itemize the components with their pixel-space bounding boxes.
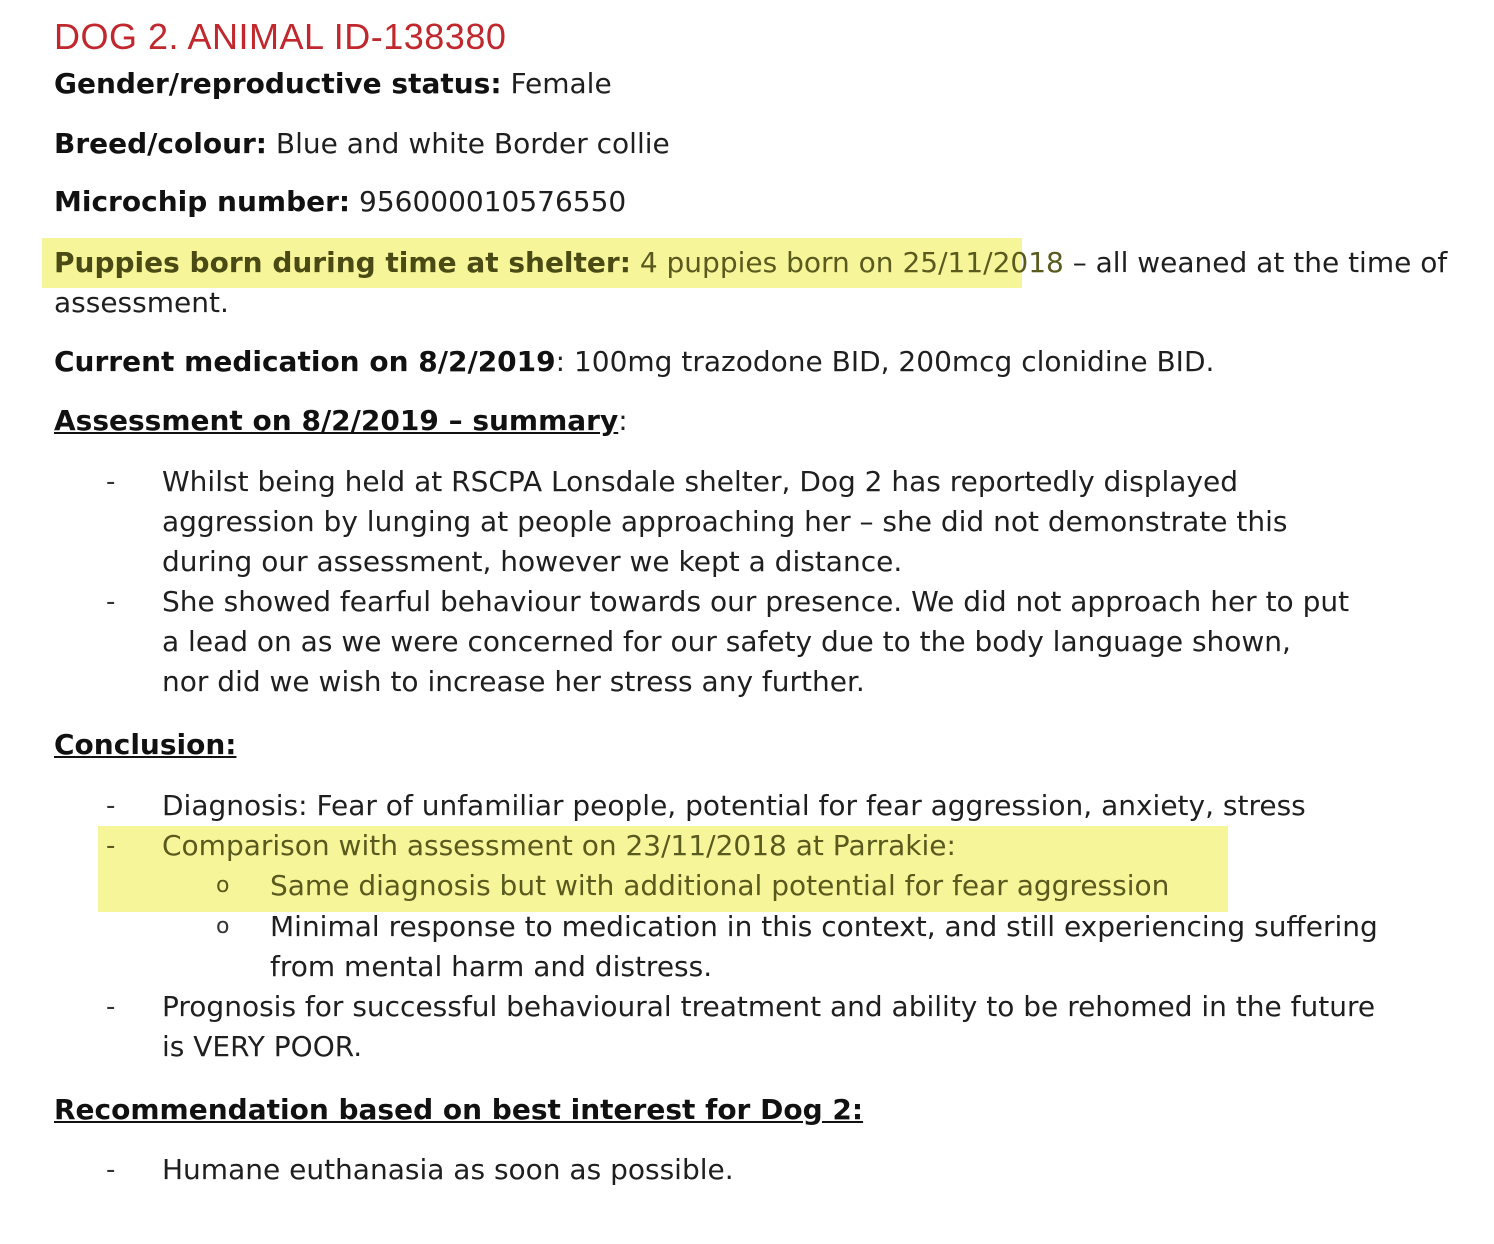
recommendation-heading <box>54 1090 863 1130</box>
assessment-heading-suffix: : <box>618 404 628 437</box>
assessment-bullet-2-line: a lead on as we were concerned for our safety due to the body language shown, <box>162 625 1291 658</box>
recommendation-heading-text: Recommendation based on best interest for Dog 2: <box>54 1093 864 1126</box>
assessment-bullet-2 <box>162 582 1432 702</box>
assessment-bullet-1-line: during our assessment, however we kept a distance. <box>162 545 903 578</box>
prognosis-line: is VERY POOR. <box>162 1030 363 1063</box>
breed-label: Breed/colour: <box>54 127 268 160</box>
comparison-sub-2-line: from mental harm and distress. <box>270 950 713 983</box>
diagnosis-dash: - <box>106 791 116 821</box>
assessment-heading <box>54 401 628 441</box>
conclusion-heading-text: Conclusion: <box>54 728 237 761</box>
microchip-label: Microchip number: <box>54 185 351 218</box>
comparison-sub-2 <box>270 907 1430 987</box>
comparison-sub-1: Same diagnosis but with additional potential for fear aggression <box>270 869 1170 902</box>
assessment-heading-text: Assessment on 8/2/2019 – summary <box>54 404 619 437</box>
medication-line <box>54 342 1214 382</box>
recommendation-text: Humane euthanasia as soon as possible. <box>162 1153 734 1186</box>
puppies-label: Puppies born during time at shelter: <box>54 246 631 279</box>
prognosis-line: Prognosis for successful behavioural treatment and ability to be rehomed in the future <box>162 990 1376 1023</box>
animal-title: DOG 2. ANIMAL ID-138380 <box>54 16 507 57</box>
conclusion-heading <box>54 725 236 765</box>
gender-label: Gender/reproductive status: <box>54 67 502 100</box>
puppies-line-2: assessment. <box>54 286 229 319</box>
assessment-bullet-1 <box>162 462 1432 582</box>
comparison-sub-bullet-2: o <box>216 914 230 939</box>
prognosis-dash: - <box>106 992 116 1022</box>
comparison-dash: - <box>106 831 116 861</box>
assessment-bullet-2-line: nor did we wish to increase her stress any further. <box>162 665 865 698</box>
microchip-value: 956000010576550 <box>350 185 627 218</box>
assessment-bullet-dash-2: - <box>106 587 116 617</box>
breed-value: Blue and white Border collie <box>267 127 670 160</box>
prognosis-text <box>162 987 1432 1067</box>
puppies-rest: – all weaned at the time of <box>1063 246 1448 279</box>
comparison-sub-2-line: Minimal response to medication in this context, and still experiencing suffering <box>270 910 1378 943</box>
recommendation-dash: - <box>106 1155 116 1185</box>
medication-label: Current medication on 8/2/2019 <box>54 345 556 378</box>
puppies-line <box>54 243 1447 283</box>
breed-line <box>54 124 670 164</box>
microchip-line <box>54 182 626 222</box>
assessment-bullet-1-line: Whilst being held at RSCPA Lonsdale shelter, Dog 2 has reportedly displayed <box>162 465 1238 498</box>
comparison-sub-bullet-1: o <box>216 873 230 898</box>
gender-value: Female <box>501 67 612 100</box>
assessment-bullet-1-line: aggression by lunging at people approaching her – she did not demonstrate this <box>162 505 1288 538</box>
assessment-bullet-2-line: She showed fearful behaviour towards our presence. We did not approach her to put <box>162 585 1350 618</box>
diagnosis-text: Diagnosis: Fear of unfamiliar people, potential for fear aggression, anxiety, stress <box>162 789 1306 822</box>
gender-line <box>54 64 612 104</box>
assessment-bullet-dash-1: - <box>106 467 116 497</box>
comparison-text: Comparison with assessment on 23/11/2018 at Parrakie: <box>162 829 956 862</box>
puppies-value: 4 puppies born on 25/11/2018 <box>630 246 1064 279</box>
medication-value: : 100mg trazodone BID, 200mcg clonidine BID. <box>555 345 1215 378</box>
